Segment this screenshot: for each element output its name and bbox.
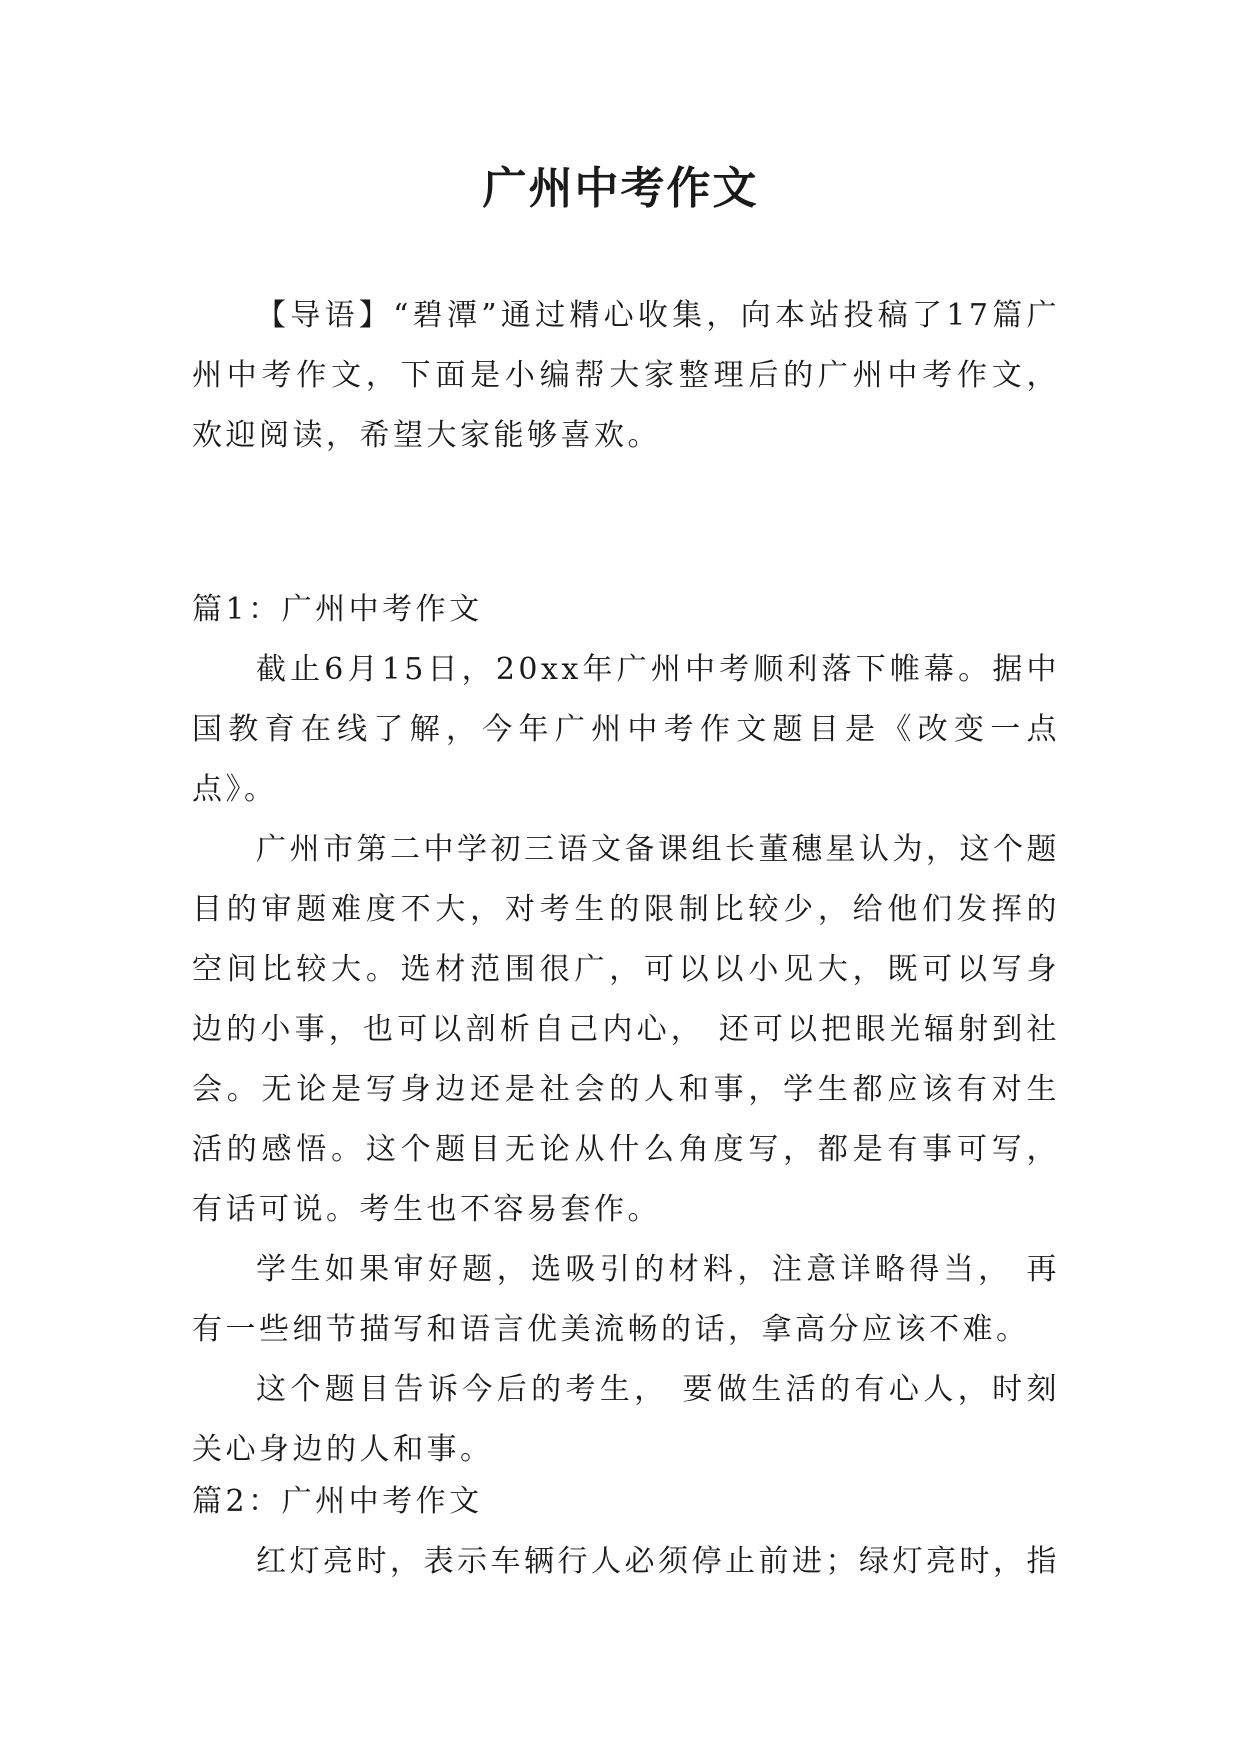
intro-section bbox=[192, 286, 1060, 466]
intro-paragraph: 【导语】“碧潭”通过精心收集，向本站投稿了17篇广州中考作文，下面是小编帮大家整理后的广州中考作文，欢迎阅读，希望大家能够喜欢。 bbox=[192, 298, 1060, 453]
section-1-body bbox=[192, 640, 1060, 1480]
section-2-body bbox=[192, 1532, 1060, 1592]
paragraph: 截止6月15日，20xx年广州中考顺利落下帷幕。据中国教育在线了解，今年广州中考作文题目是《改变一点点》。 bbox=[192, 652, 1060, 807]
paragraph: 这个题目告诉今后的考生， 要做生活的有心人，时刻关心身边的人和事。 bbox=[192, 1372, 1060, 1467]
paragraph: 红灯亮时，表示车辆行人必须停止前进；绿灯亮时，指 bbox=[256, 1544, 1060, 1579]
paragraph: 广州市第二中学初三语文备课组长董穗星认为，这个题目的审题难度不大，对考生的限制比较少，给他们发挥的空间比较大。选材范围很广，可以以小见大，既可以写身边的小事，也可以剖析自己内心， 还可以把眼光辐射到社会。无论是写身边还是社会的人和事，学生都应该有对生活的感悟。这个题目无论从什么角度写，都是有事可写，有话可说。考生也不容易套作。 bbox=[192, 832, 1060, 1227]
section-2-heading: 篇2：广州中考作文 bbox=[192, 1484, 483, 1519]
section-1-heading: 篇1：广州中考作文 bbox=[192, 592, 483, 627]
paragraph: 学生如果审好题，选吸引的材料，注意详略得当， 再有一些细节描写和语言优美流畅的话，拿高分应该不难。 bbox=[192, 1252, 1060, 1347]
page-title: 广州中考作文 bbox=[482, 163, 759, 214]
